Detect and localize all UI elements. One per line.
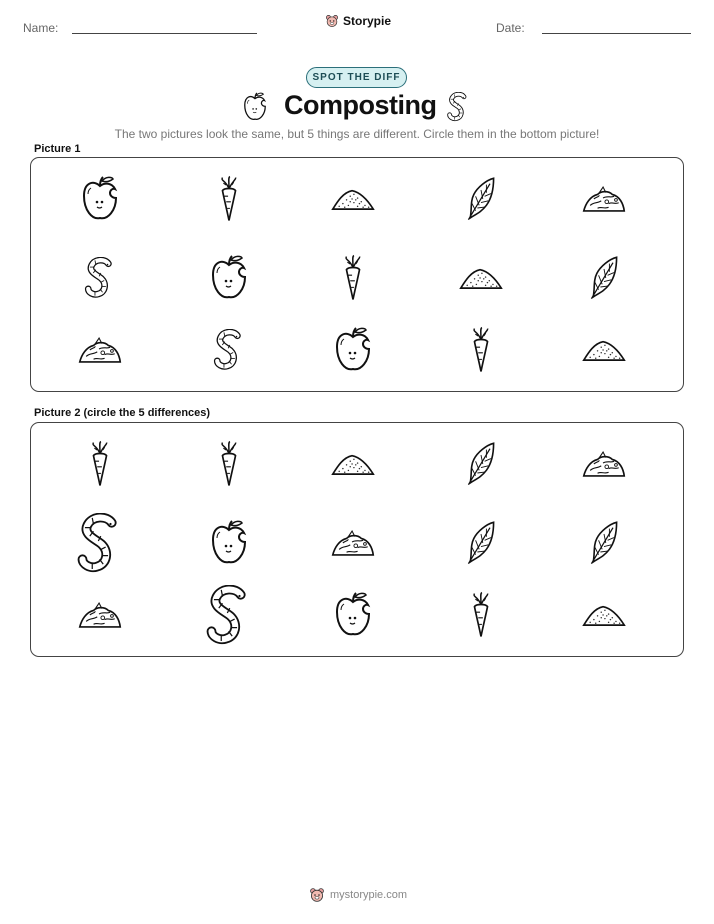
apple-icon xyxy=(80,174,120,224)
grid-cell[interactable] xyxy=(86,440,114,488)
grid-cell[interactable] xyxy=(77,334,123,366)
grid-cell[interactable] xyxy=(330,185,376,213)
grid-cell[interactable] xyxy=(209,253,249,303)
compost-heap-icon xyxy=(77,334,123,366)
grid-cell[interactable] xyxy=(463,440,499,488)
grid-cell[interactable] xyxy=(458,264,504,292)
soil-pile-icon xyxy=(581,601,627,629)
compost-heap-icon xyxy=(581,183,627,215)
picture-1-frame xyxy=(30,157,684,392)
grid-cell[interactable] xyxy=(333,590,373,640)
carrot-icon xyxy=(215,175,243,223)
name-label: Name: xyxy=(23,21,59,35)
brand-logo xyxy=(325,14,391,28)
grid-cell[interactable] xyxy=(72,513,127,574)
grid-cell[interactable] xyxy=(333,325,373,375)
grid-cell[interactable] xyxy=(81,257,119,299)
worm-icon xyxy=(201,585,256,646)
grid-cell[interactable] xyxy=(463,519,499,567)
apple-icon xyxy=(333,325,373,375)
grid-cell[interactable] xyxy=(330,527,376,559)
bear-icon xyxy=(325,14,339,28)
grid-cell[interactable] xyxy=(581,183,627,215)
leaf-icon xyxy=(463,175,499,223)
soil-pile-icon xyxy=(581,336,627,364)
carrot-icon xyxy=(215,440,243,488)
category-badge: SPOT THE DIFF xyxy=(306,67,407,88)
grid-cell[interactable] xyxy=(467,326,495,374)
soil-pile-icon xyxy=(330,450,376,478)
grid-cell[interactable] xyxy=(215,440,243,488)
picture-1-label: Picture 1 xyxy=(34,143,81,155)
grid-cell[interactable] xyxy=(586,254,622,302)
grid-cell[interactable] xyxy=(80,174,120,224)
grid-cell[interactable] xyxy=(209,518,249,568)
brand-name: Storypie xyxy=(343,14,392,28)
grid-cell[interactable] xyxy=(586,519,622,567)
leaf-icon xyxy=(463,440,499,488)
carrot-icon xyxy=(467,591,495,639)
carrot-icon xyxy=(467,326,495,374)
worm-icon xyxy=(81,257,119,299)
instructions: The two pictures look the same, but 5 things are different. Circle them in the bottom picture! xyxy=(114,127,600,141)
page-title: Composting xyxy=(284,90,437,120)
carrot-icon xyxy=(86,440,114,488)
grid-cell[interactable] xyxy=(463,175,499,223)
footer xyxy=(309,887,407,903)
compost-heap-icon xyxy=(77,599,123,631)
soil-pile-icon xyxy=(458,264,504,292)
grid-cell[interactable] xyxy=(339,254,367,302)
grid-cell[interactable] xyxy=(581,601,627,629)
apple-icon xyxy=(209,253,249,303)
grid-cell[interactable] xyxy=(215,175,243,223)
grid-cell[interactable] xyxy=(581,336,627,364)
picture-2-frame xyxy=(30,422,684,657)
compost-heap-icon xyxy=(330,527,376,559)
worm-icon xyxy=(72,513,127,574)
leaf-icon xyxy=(586,519,622,567)
soil-pile-icon xyxy=(330,185,376,213)
grid-cell[interactable] xyxy=(581,448,627,480)
worm-icon xyxy=(445,92,471,122)
grid-cell[interactable] xyxy=(330,450,376,478)
picture-2-label: Picture 2 (circle the 5 differences) xyxy=(34,407,211,419)
grid-cell[interactable] xyxy=(210,329,248,371)
date-field[interactable] xyxy=(542,33,691,34)
name-field[interactable] xyxy=(72,33,257,34)
apple-icon xyxy=(209,518,249,568)
bear-icon xyxy=(309,887,325,903)
leaf-icon xyxy=(463,519,499,567)
apple-icon xyxy=(240,91,270,123)
date-label: Date: xyxy=(496,21,525,35)
grid-cell[interactable] xyxy=(467,591,495,639)
apple-icon xyxy=(333,590,373,640)
footer-url: mystorypie.com xyxy=(330,889,408,901)
leaf-icon xyxy=(586,254,622,302)
carrot-icon xyxy=(339,254,367,302)
worm-icon xyxy=(210,329,248,371)
compost-heap-icon xyxy=(581,448,627,480)
grid-cell[interactable] xyxy=(201,585,256,646)
grid-cell[interactable] xyxy=(77,599,123,631)
